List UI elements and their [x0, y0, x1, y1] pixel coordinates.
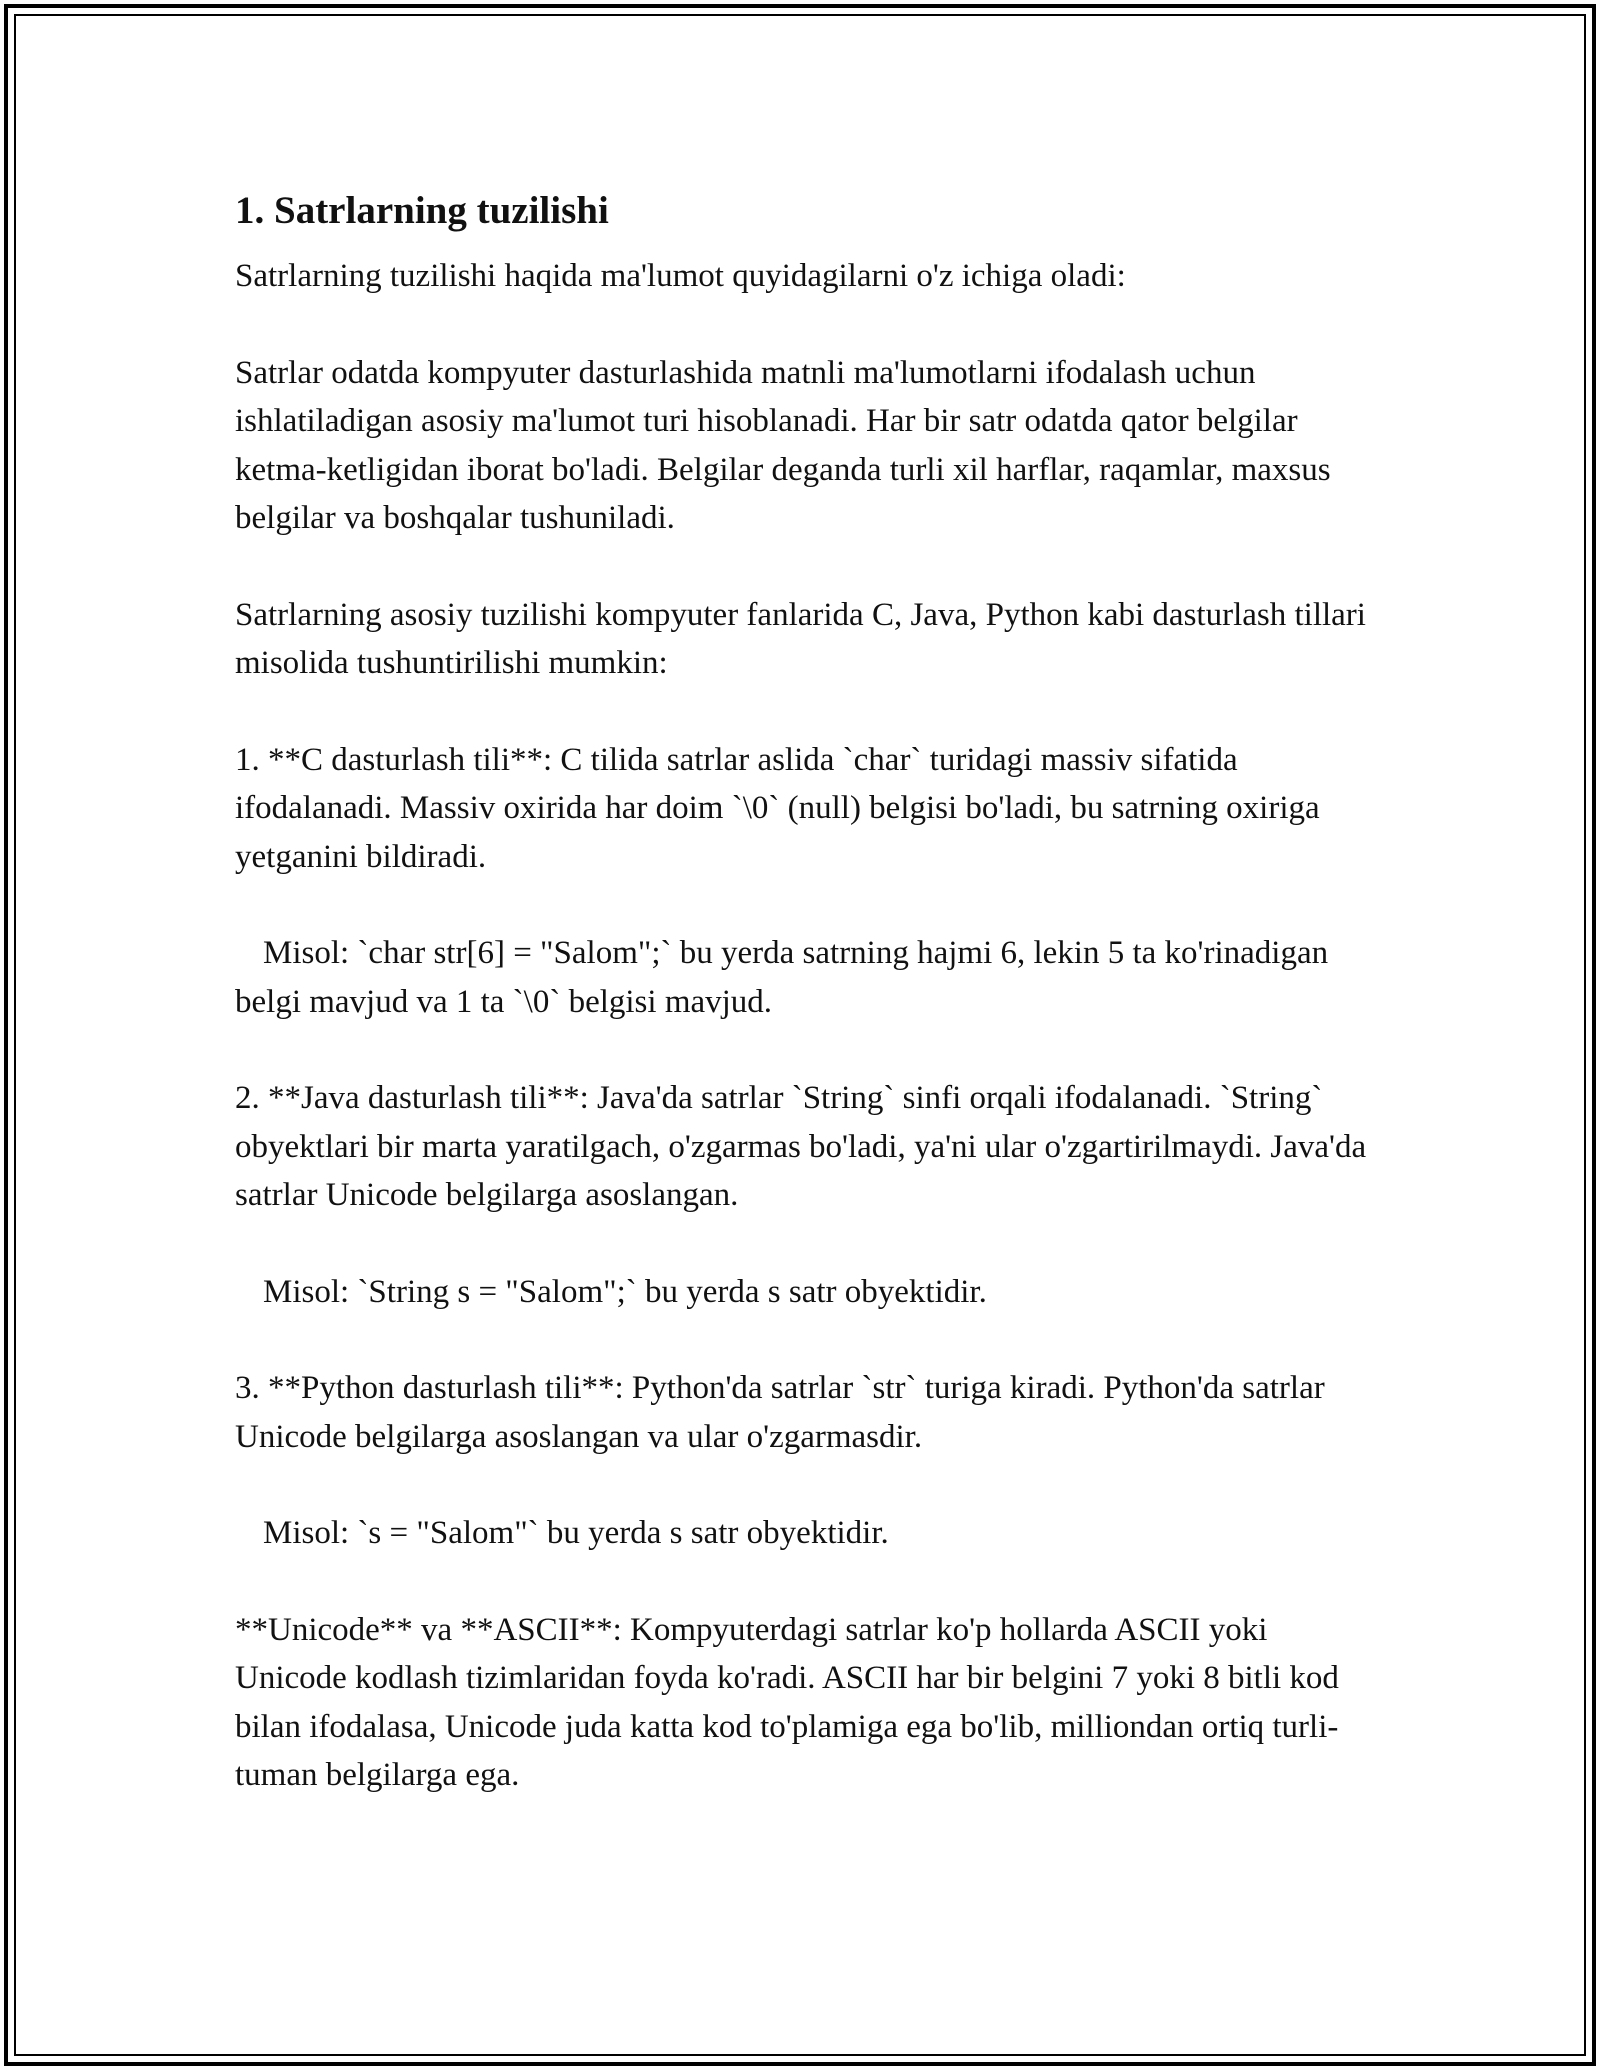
paragraph-languages-intro: Satrlarning asosiy tuzilishi kompyuter fanlarida C, Java, Python kabi dasturlash tillari misolida tushuntirilishi mumkin:: [235, 596, 1366, 681]
paragraph-unicode-ascii: **Unicode** va **ASCII**: Kompyuterdagi satrlar ko'p hollarda ASCII yoki Unicode kodlash tizimlaridan foyda ko'radi. ASCII har bir belgini 7 yoki 8 bitli kod bilan ifodalasa, Unicode juda katta kod to'plamiga ega bo'lib, milliondan ortiq turli-tuman belgilarga ega.: [235, 1611, 1339, 1793]
paragraph-python-example: Misol: `s = "Salom"` bu yerda s satr obyektidir.: [263, 1515, 889, 1551]
paragraph-c-language: 1. **C dasturlash tili**: C tilida satrlar aslida `char` turidagi massiv sifatida ifodalanadi. Massiv oxirida har doim `\0` (null) belgisi bo'ladi, bu satrning oxiriga yetganini bildiradi.: [235, 741, 1320, 875]
paragraph-c-example: Misol: `char str[6] = "Salom";` bu yerda satrning hajmi 6, lekin 5 ta ko'rinadigan belgi mavjud va 1 ta `\0` belgisi mavjud.: [235, 935, 1329, 1020]
paragraph-java-language: 2. **Java dasturlash tili**: Java'da satrlar `String` sinfi orqali ifodalanadi. `String` obyektlari bir marta yaratilgach, o'zgarmas bo'ladi, ya'ni ular o'zgartirilmaydi. Java'da satrlar Unicode belgilarga asoslangan.: [235, 1080, 1367, 1213]
paragraph-intro: Satrlarning tuzilishi haqida ma'lumot quyidagilarni o'z ichiga oladi:: [235, 258, 1126, 294]
document-title: 1. Satrlarning tuzilishi: [235, 189, 609, 232]
paragraph-python-language: 3. **Python dasturlash tili**: Python'da satrlar `str` turiga kiradi. Python'da satrlar Unicode belgilarga asoslangan va ular o'zgarmasdir.: [235, 1370, 1325, 1455]
paragraph-satrlar-definition: Satrlar odatda kompyuter dasturlashida matnli ma'lumotlarni ifodalash uchun ishlatiladigan asosiy ma'lumot turi hisoblanadi. Har bir satr odatda qator belgilar ketma-ketligidan iborat bo'ladi. Belgilar deganda turli xil harflar, raqamlar, maxsus belgilar va boshqalar tushuniladi.: [235, 354, 1331, 536]
document-body: [235, 186, 1385, 1848]
paragraph-java-example: Misol: `String s = "Salom";` bu yerda s satr obyektidir.: [263, 1273, 987, 1310]
